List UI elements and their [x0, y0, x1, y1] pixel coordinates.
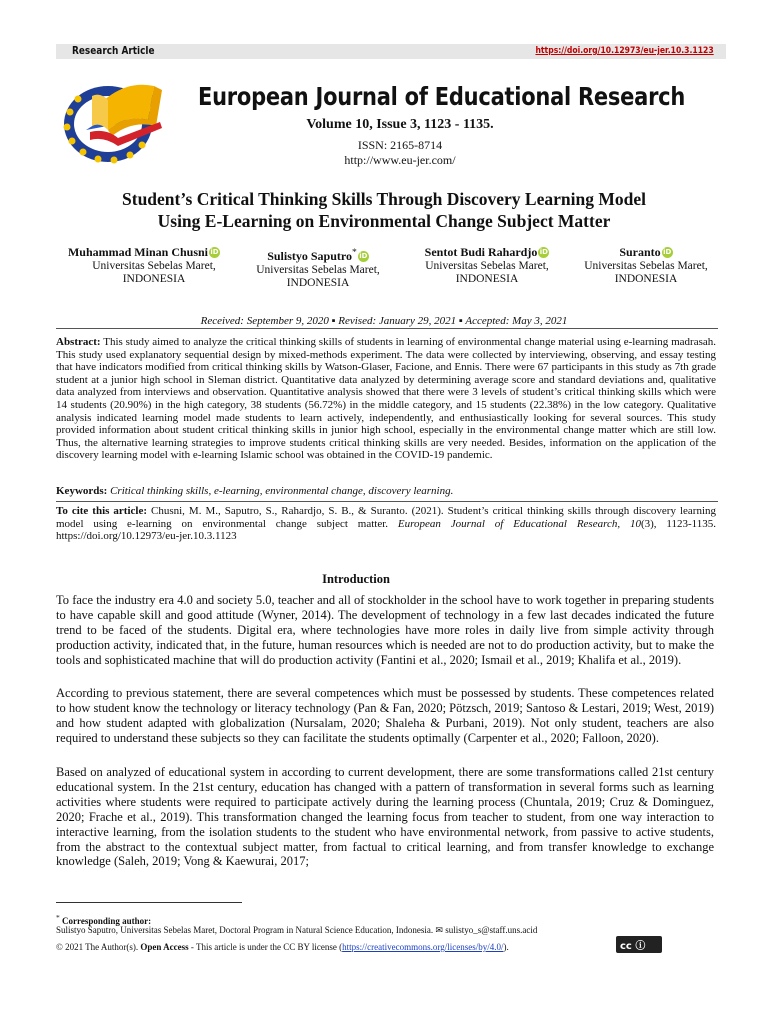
author-block	[576, 246, 716, 286]
doi-link[interactable]: https://doi.org/10.12973/eu-jer.10.3.1123	[535, 46, 714, 56]
journal-url[interactable]: http://www.eu-jer.com/	[344, 153, 456, 167]
citation-label: To cite this article:	[56, 505, 147, 517]
abstract	[56, 336, 716, 462]
orcid-icon[interactable]: iD	[359, 251, 368, 260]
license-mid: - This article is under the CC BY license (	[190, 942, 343, 952]
abstract-text: This study aimed to analyze the critical thinking skills of students in learning of environmental change material using e-learning madrasah. This study used explanatory sequential design by mixed-methods experiment. The data were collected by interviewing, observing, and essay testing that have indicators modified from critical thinking skills by Watson-Glaser, Facione, and Ennis. There were 67 participants in this study as 7th grade student at a junior high school in Sleman district. Quantitative data analyzed by determining average score and standard deviations and, qualitative data analyzed from interviews and observation. Quantitative analysis showed that there were 3 levels of student’s critical thinking skills which were 14 students (20.90%) in the high category, 38 students (56.72%) in the middle category, and 15 students (22.38%) in the low category. Qualitative analysis indicated learning model made students to learn actively, independently, and enthusiastically looking for several sources. This study provided information about student critical thinking skills in junior high school, especially in the environmental change matter which are still low. Thus, the alternative learning strategies to improve students critical thinking skills are very needed. Besides, information on the application of the discovery learning model with e-learning Islamic school was obtained in the COVID-19 pandemic.	[56, 336, 716, 462]
author-affiliation: Universitas Sebelas Maret,	[256, 263, 380, 276]
citation-journal: European Journal of Educational Research, 10	[397, 517, 641, 530]
citation-rest: (3), 1123-1135. https://doi.org/10.12973/eu-jer.10.3.1123	[56, 517, 717, 543]
corresponding-author-details	[56, 925, 656, 936]
license-link[interactable]: https://creativecommons.org/licenses/by/4.0/	[342, 942, 504, 952]
intro-paragraph-2: According to previous statement, there are several competences which must be possessed by students. These competences related to how student know the technology or literacy technology (Pan & Fan, 2020; Pötzsch, 2019; Santoso & Lestari, 2019; West, 2019) and how student adapted with globalization (Nursalam, 2020; Shaleha & Purbani, 2019). Not only student, teachers are also required to understand these subjects so they can facilitate the students optimally (Carpenter et al., 2020; Falloon, 2020).	[56, 686, 714, 745]
orcid-icon[interactable]: iD	[210, 248, 219, 256]
journal-volume: Volume 10, Issue 3, 1123 - 1135.	[306, 117, 494, 132]
header-bar	[56, 44, 726, 59]
corresponding-label: Corresponding author:	[62, 916, 152, 926]
author-block	[56, 246, 232, 286]
abstract-divider	[56, 328, 718, 329]
email-icon: ✉	[435, 925, 443, 935]
license-line	[56, 942, 616, 953]
orcid-icon[interactable]: iD	[539, 248, 548, 256]
footnote-divider	[56, 902, 242, 903]
open-access-label: Open Access	[140, 942, 189, 952]
submission-dates: Received: September 9, 2020 ▪ Revised: January 29, 2021 ▪ Accepted: May 3, 2021	[200, 315, 568, 327]
introduction-heading: Introduction	[322, 572, 390, 586]
author-country: INDONESIA	[614, 273, 678, 285]
author-mark: *	[352, 247, 357, 258]
journal-issn: ISSN: 2165-8714	[357, 138, 443, 152]
paper-title	[40, 188, 728, 232]
intro-paragraph-3: Based on analyzed of educational system in according to current development, there are some transformations called 21st century educational system. In the 21st century, education has changed with a pattern of transformation in several forms such as learning activities where students were required to participate actively during the learning process (Chuntala, 2019; Cruz & Dominguez, 2020; Frache et al., 2019). This transformation changed the learning focus from teacher to student, from one way interaction to interactive learning, from the isolation students to the student who have environmental network, from passive to active students, from the abstract to the contextual subject matter, from factual to critical learning, and from transfer knowledge to exchange knowledge (Saleh, 2019; Vong & Kaewurai, 2017;	[56, 765, 714, 869]
author-name: Sulistyo Saputro	[267, 248, 352, 263]
author-affiliation: Universitas Sebelas Maret,	[92, 260, 216, 272]
author-affiliation: Universitas Sebelas Maret,	[425, 260, 549, 272]
paper-title-line-2: Using E-Learning on Environmental Change Subject Matter	[157, 211, 611, 231]
author-block	[248, 246, 388, 290]
cc-by-license-badge[interactable]	[616, 936, 662, 953]
author-country: INDONESIA	[122, 273, 186, 285]
cc-icon: cc ⓘ	[620, 941, 646, 952]
article-type-label: Research Article	[72, 45, 155, 57]
citation-divider	[56, 501, 718, 502]
keywords-text: Critical thinking skills, e-learning, environmental change, discovery learning.	[110, 485, 454, 497]
orcid-icon[interactable]: iD	[663, 248, 672, 256]
intro-paragraph-1: To face the industry era 4.0 and society 5.0, teacher and all of stockholder in the school have to work together in preparing students to have capable skill and good attitude (Wyner, 2014). The development of technology in a few last decades indicated the future trend to be faced of the students. Digital era, where technologies have more roles in daily live from simple activity through production activity, indicated that, in the future, human resources which is needed are not to do production activity, but to make the tools and sophisticated machine that will do production activity (Fantini et al., 2020; Ismail et al., 2019; Khalifa et al., 2019).	[56, 593, 714, 667]
author-country: INDONESIA	[455, 273, 519, 285]
license-end: ).	[503, 942, 509, 952]
paper-title-line-1: Student’s Critical Thinking Skills Through Discovery Learning Model	[122, 189, 646, 209]
journal-title: European Journal of Educational Research	[198, 82, 686, 111]
author-name: Sentot Budi Rahardjo	[424, 245, 538, 259]
author-name: Muhammad Minan Chusni	[67, 245, 209, 259]
journal-logo	[56, 72, 178, 164]
corresponding-email[interactable]: sulistyo_s@staff.uns.acid	[445, 925, 538, 935]
citation-authors: Chusni, M. M., Saputro, S., Rahardjo, S. B., & Suranto. (2021). Student’s critical thinking skills through discovery learning model using e-learning on environmental change subject matter.	[56, 505, 717, 530]
author-name: Suranto	[619, 245, 661, 259]
footnote-star: *	[56, 913, 60, 922]
keywords-label: Keywords:	[56, 485, 108, 497]
abstract-label: Abstract:	[56, 336, 101, 348]
corresponding-text: Sulistyo Saputro, Universitas Sebelas Maret, Doctoral Program in Natural Science Education, Indonesia.	[56, 925, 434, 935]
author-country: INDONESIA	[286, 276, 350, 289]
author-affiliation: Universitas Sebelas Maret,	[584, 260, 708, 272]
license-prefix: © 2021 The Author(s).	[56, 942, 139, 952]
author-block	[412, 246, 562, 286]
keywords	[56, 485, 716, 498]
citation	[56, 505, 716, 543]
